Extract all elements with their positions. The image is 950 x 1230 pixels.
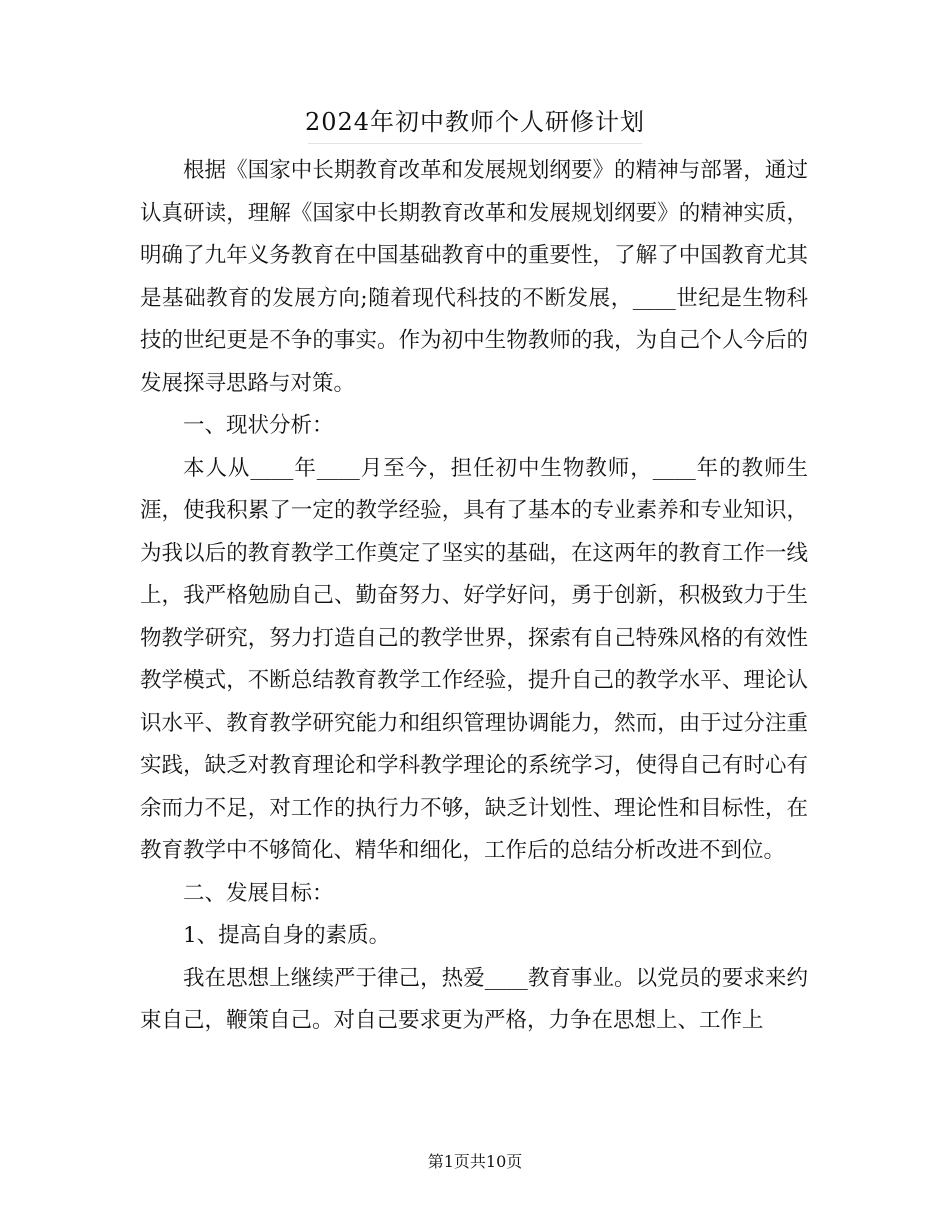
paragraph-status: 本人从____年____月至今，担任初中生物教师，____年的教师生涯，使我积累了一定的教学经验，具有了基本的专业素养和专业知识，为我以后的教育教学工作奠定了坚实的基础，在这两年的教育工作一线上，我严格勉励自己、勤奋努力、好学好问，勇于创新，积极致力于生物教学研究，努力打造自己的教学世界，探索有自己特殊风格的有效性教学模式，不断总结教育教学工作经验，提升自己的教学水平、理论认识水平、教育教学研究能力和组织管理协调能力，然而，由于过分注重实践，缺乏对教育理论和学科教学理论的系统学习，使得自己有时心有余而力不足，对工作的执行力不够，缺乏计划性、理论性和目标性，在教育教学中不够简化、精华和细化，工作后的总结分析改进不到位。 xyxy=(140,455,808,863)
title-underline xyxy=(308,143,642,144)
document-body xyxy=(140,150,808,1043)
document-title: 2024年初中教师个人研修计划 xyxy=(304,108,646,136)
heading-status-analysis: 一、现状分析： xyxy=(183,413,334,438)
paragraph-goals: 我在思想上继续严于律己，热爱____教育事业。以党员的要求来约束自己，鞭策自己。对自己要求更为严格，力争在思想上、工作上 xyxy=(140,965,808,1033)
subheading-improve-quality: 1、提高自身的素质。 xyxy=(183,923,391,948)
page-number: 第1页共10页 xyxy=(427,1152,523,1171)
heading-development-goals: 二、发展目标： xyxy=(183,880,334,906)
paragraph-intro: 根据《国家中长期教育改革和发展规划纲要》的精神与部署，通过认真研读，理解《国家中长期教育改革和发展规划纲要》的精神实质，明确了九年义务教育在中国基础教育中的重要性，了解了中国教育尤其是基础教育的发展方向;随着现代科技的不断发展，____世纪是生物科技的世纪更是不争的事实。作为初中生物教师的我，为自己个人今后的发展探寻思路与对策。 xyxy=(140,158,808,396)
